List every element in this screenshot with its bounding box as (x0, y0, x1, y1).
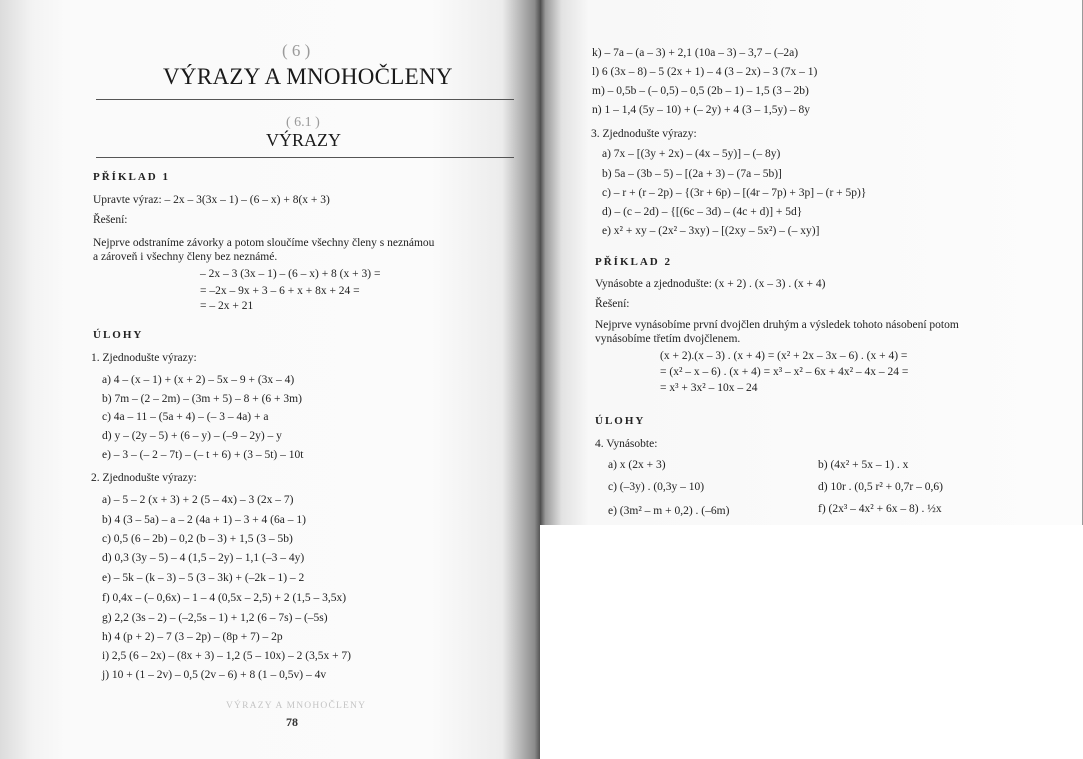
task-4-item: b) (4x² + 5x – 1) . x (818, 459, 909, 471)
solution-text-line: a zároveň i všechny členy bez neznámé. (93, 251, 278, 263)
task-4-item: e) (3m² – m + 0,2) . (–6m) (608, 505, 730, 517)
task-1-title: 1. Zjednodušte výrazy: (91, 352, 197, 364)
solution-text-line: Nejprve vynásobíme první dvojčlen druhým a výsledek tohoto násobení potom (595, 319, 959, 331)
example-1-task: Upravte výraz: – 2x – 3(3x – 1) – (6 – x) + 8(x + 3) (93, 194, 330, 206)
task-2-item: n) 1 – 1,4 (5y – 10) + (– 2y) + 4 (3 – 1,5y) – 8y (592, 104, 811, 116)
task-2-item: e) – 5k – (k – 3) – 5 (3 – 3k) + (–2k – 1) – 2 (102, 572, 305, 584)
section-title: VÝRAZY (266, 130, 341, 150)
tasks-heading: ÚLOHY (595, 415, 646, 427)
solution-math-line: (x + 2).(x – 3) . (x + 4) = (x² + 2x – 3x – 6) . (x + 4) = (660, 350, 908, 362)
task-2-item: a) – 5 – 2 (x + 3) + 2 (5 – 4x) – 3 (2x – 7) (102, 494, 294, 506)
task-3-title: 3. Zjednodušte výrazy: (591, 128, 697, 140)
task-1-item: b) 7m – (2 – 2m) – (3m + 5) – 8 + (6 + 3m) (102, 393, 302, 405)
section-divider (96, 157, 514, 158)
task-2-item: k) – 7a – (a – 3) + 2,1 (10a – 3) – 3,7 – (–2a) (592, 47, 799, 59)
solution-math-line: = – 2x + 21 (200, 300, 254, 312)
task-4-item: a) x (2x + 3) (608, 459, 666, 471)
page-number: 78 (286, 715, 298, 729)
chapter-title: VÝRAZY A MNOHOČLENY (163, 64, 453, 89)
task-1-item: e) – 3 – (– 2 – 7t) – (– t + 6) + (3 – 5t) – 10t (102, 449, 304, 461)
task-1-item: a) 4 – (x – 1) + (x + 2) – 5x – 9 + (3x – 4) (102, 374, 295, 386)
task-1-item: d) y – (2y – 5) + (6 – y) – (–9 – 2y) – y (102, 430, 282, 442)
left-page (0, 0, 540, 759)
solution-text-line: Nejprve odstraníme závorky a potom sloučíme všechny členy s neznámou (93, 237, 435, 249)
chapter-number: ( 6 ) (282, 41, 311, 60)
task-3-item: c) – r + (r – 2p) – {(3r + 6p) – [(4r – 7p) + 3p] – (r + 5p)} (602, 187, 867, 199)
chapter-divider (96, 99, 514, 100)
task-1-item: c) 4a – 11 – (5a + 4) – (– 3 – 4a) + a (102, 411, 269, 423)
example-2-heading: PŘÍKLAD 2 (595, 256, 672, 268)
solution-math-line: = –2x – 9x + 3 – 6 + x + 8x + 24 = (200, 285, 360, 297)
right-paper (540, 0, 1083, 525)
task-2-item: m) – 0,5b – (– 0,5) – 0,5 (2b – 1) – 1,5 (3 – 2b) (592, 85, 809, 97)
task-3-item: b) 5a – (3b – 5) – [(2a + 3) – (7a – 5b)] (602, 168, 782, 180)
tasks-heading: ÚLOHY (93, 329, 144, 341)
task-2-item: c) 0,5 (6 – 2b) – 0,2 (b – 3) + 1,5 (3 – 5b) (102, 533, 293, 545)
task-4-title: 4. Vynásobte: (595, 438, 658, 450)
solution-math-line: = (x² – x – 6) . (x + 4) = x³ – x² – 6x + 4x² – 4x – 24 = (660, 366, 909, 378)
task-2-title: 2. Zjednodušte výrazy: (91, 472, 197, 484)
task-3-item: e) x² + xy – (2x² – 3xy) – [(2xy – 5x²) – (– xy)] (602, 225, 820, 237)
section-number: ( 6.1 ) (286, 115, 320, 130)
task-2-item: b) 4 (3 – 5a) – a – 2 (4a + 1) – 3 + 4 (6a – 1) (102, 514, 306, 526)
task-2-item: l) 6 (3x – 8) – 5 (2x + 1) – 4 (3 – 2x) – 3 (7x – 1) (592, 66, 818, 78)
task-2-item: g) 2,2 (3s – 2) – (–2,5s – 1) + 1,2 (6 – 7s) – (–5s) (102, 612, 328, 624)
task-4-item: d) 10r . (0,5 r² + 0,7r – 0,6) (818, 481, 943, 493)
task-4-item: c) (–3y) . (0,3y – 10) (608, 481, 705, 493)
running-footer: VÝRAZY A MNOHOČLENY (226, 701, 367, 711)
task-2-item: j) 10 + (1 – 2v) – 0,5 (2v – 6) + 8 (1 – 0,5v) – 4v (102, 669, 327, 681)
example-1-heading: PŘÍKLAD 1 (93, 171, 170, 183)
task-3-item: d) – (c – 2d) – {[(6c – 3d) – (4c + d)] + 5d} (602, 206, 803, 218)
example-2-task: Vynásobte a zjednodušte: (x + 2) . (x – 3) . (x + 4) (595, 278, 826, 290)
solution-math-line: – 2x – 3 (3x – 1) – (6 – x) + 8 (x + 3) = (200, 268, 381, 280)
solution-label: Řešení: (93, 214, 128, 226)
right-page (540, 0, 1083, 759)
solution-label: Řešení: (595, 298, 630, 310)
task-3-item: a) 7x – [(3y + 2x) – (4x – 5y)] – (– 8y) (602, 148, 781, 160)
task-2-item: i) 2,5 (6 – 2x) – (8x + 3) – 1,2 (5 – 10x) – 2 (3,5x + 7) (102, 650, 352, 662)
task-4-item: f) (2x³ – 4x² + 6x – 8) . ½x (818, 503, 942, 515)
task-2-item: h) 4 (p + 2) – 7 (3 – 2p) – (8p + 7) – 2p (102, 631, 283, 643)
solution-math-line: = x³ + 3x² – 10x – 24 (660, 382, 758, 394)
task-2-item: d) 0,3 (3y – 5) – 4 (1,5 – 2y) – 1,1 (–3 – 4y) (102, 552, 305, 564)
solution-text-line: vynásobíme třetím dvojčlenem. (595, 333, 741, 345)
task-2-item: f) 0,4x – (– 0,6x) – 1 – 4 (0,5x – 2,5) + 2 (1,5 – 3,5x) (102, 592, 347, 604)
